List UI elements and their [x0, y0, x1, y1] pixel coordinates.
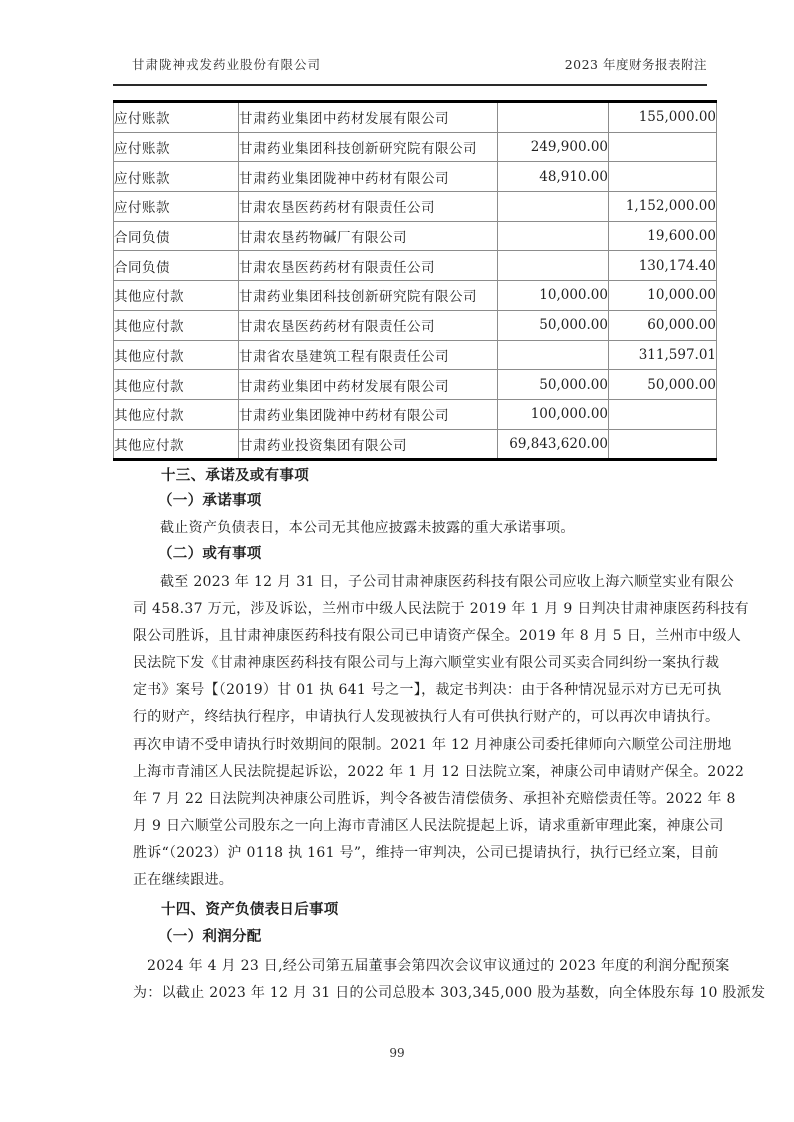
cell-amount2: 50,000.00 — [609, 370, 717, 400]
cell-company: 甘肃药业集团科技创新研究院有限公司 — [239, 281, 498, 311]
cell-amount1 — [498, 221, 609, 251]
paragraph-line: 截至 2023 年 12 月 31 日，子公司甘肃神康医药科技有限公司应收上海六顺堂实业有限公 — [160, 574, 735, 590]
cell-amount1: 100,000.00 — [498, 399, 609, 429]
paragraph-line: 胜诉“（2023）沪 0118 执 161 号”，维持一审判决，公司已提请执行，执行已经立案，目前 — [133, 844, 719, 861]
related-party-balances-table — [113, 100, 717, 461]
profit-distribution-line-2: 为：以截止 2023 年 12 月 31 日的公司总股本 303,345,000 股为基数，向全体股东每 10 股派发 — [133, 985, 766, 1001]
cell-category: 其他应付款 — [114, 310, 239, 340]
cell-amount1 — [498, 340, 609, 370]
table-row — [114, 221, 717, 251]
cell-amount2 — [609, 162, 717, 192]
contingency-paragraph — [113, 569, 749, 894]
cell-amount1: 50,000.00 — [498, 370, 609, 400]
paragraph-line: 定书》案号【（2019）甘 01 执 641 号之一】，裁定书判决：由于各种情况显示对方已无可执 — [133, 682, 722, 699]
cell-category: 应付账款 — [114, 102, 239, 133]
header-company-name: 甘肃陇神戎发药业股份有限公司 — [132, 57, 322, 72]
cell-amount2: 10,000.00 — [609, 281, 717, 311]
profit-distribution-line-1: 2024 年 4 月 23 日,经公司第五届董事会第四次会议审议通过的 2023 年度的利润分配预案 — [147, 958, 730, 974]
cell-category: 应付账款 — [114, 132, 239, 162]
commitments-text: 截止资产负债表日，本公司无其他应披露未披露的重大承诺事项。 — [160, 520, 575, 536]
paragraph-line: 年 7 月 22 日法院判决神康公司胜诉，判令各被告清偿债务、承担补充赔偿责任等。2022 年 8 — [133, 790, 736, 807]
cell-amount2 — [609, 429, 717, 460]
section-13-sub1-heading: （一）承诺事项 — [158, 492, 262, 509]
cell-amount1: 69,843,620.00 — [498, 429, 609, 460]
paragraph-line: 司 458.37 万元，涉及诉讼，兰州市中级人民法院于 2019 年 1 月 9 日判决甘肃神康医药科技有 — [133, 601, 749, 618]
section-13-heading: 十三、承诺及或有事项 — [161, 467, 309, 484]
cell-amount2: 130,174.40 — [609, 251, 717, 281]
cell-company: 甘肃省农垦建筑工程有限责任公司 — [239, 340, 498, 370]
cell-category: 合同负债 — [114, 221, 239, 251]
cell-category: 应付账款 — [114, 192, 239, 222]
cell-company: 甘肃农垦医药药材有限责任公司 — [239, 310, 498, 340]
table-row — [114, 370, 717, 400]
cell-company: 甘肃农垦药物碱厂有限公司 — [239, 221, 498, 251]
cell-company: 甘肃药业集团中药材发展有限公司 — [239, 370, 498, 400]
cell-amount1: 50,000.00 — [498, 310, 609, 340]
cell-category: 合同负债 — [114, 251, 239, 281]
cell-category: 其他应付款 — [114, 281, 239, 311]
cell-company: 甘肃药业集团中药材发展有限公司 — [239, 102, 498, 133]
table-row — [114, 162, 717, 192]
cell-amount1 — [498, 102, 609, 133]
paragraph-line: 再次申请不受申请执行时效期间的限制。2021 年 12 月神康公司委托律师向六顺堂公司注册地 — [133, 736, 732, 753]
table-row — [114, 281, 717, 311]
table-row — [114, 429, 717, 460]
cell-company: 甘肃农垦医药药材有限责任公司 — [239, 192, 498, 222]
cell-amount2: 311,597.01 — [609, 340, 717, 370]
cell-amount2: 155,000.00 — [609, 102, 717, 133]
cell-category: 其他应付款 — [114, 340, 239, 370]
cell-company: 甘肃药业投资集团有限公司 — [239, 429, 498, 460]
cell-category: 应付账款 — [114, 162, 239, 192]
table-row — [114, 251, 717, 281]
page-number: 99 — [389, 1046, 405, 1060]
section-14-heading: 十四、资产负债表日后事项 — [161, 901, 339, 918]
cell-company: 甘肃药业集团科技创新研究院有限公司 — [239, 132, 498, 162]
paragraph-line: 正在继续跟进。 — [133, 872, 234, 889]
table-row — [114, 192, 717, 222]
header-doc-title: 2023 年度财务报表附注 — [564, 57, 707, 72]
table-row — [114, 399, 717, 429]
table-row — [114, 102, 717, 133]
cell-company: 甘肃药业集团陇神中药材有限公司 — [239, 162, 498, 192]
cell-amount1 — [498, 192, 609, 222]
paragraph-line: 月 9 日六顺堂公司股东之一向上海市青浦区人民法院提起上诉，请求重新审理此案，神康公司 — [133, 817, 724, 834]
paragraph-line: 行的财产，终结执行程序，申请执行人发现被执行人有可供执行财产的，可以再次申请执行。 — [133, 709, 720, 726]
paragraph-line: 民法院下发《甘肃神康医药科技有限公司与上海六顺堂实业有限公司买卖合同纠纷一案执行裁 — [133, 655, 720, 672]
cell-amount2 — [609, 132, 717, 162]
cell-company: 甘肃药业集团陇神中药材有限公司 — [239, 399, 498, 429]
section-13-sub2-heading: （二）或有事项 — [158, 545, 262, 562]
cell-amount1: 249,900.00 — [498, 132, 609, 162]
paragraph-line: 上海市青浦区人民法院提起诉讼，2022 年 1 月 12 日法院立案，神康公司申请财产保全。2022 — [133, 763, 745, 780]
table-row — [114, 340, 717, 370]
cell-category: 其他应付款 — [114, 370, 239, 400]
cell-amount1: 10,000.00 — [498, 281, 609, 311]
table-row — [114, 310, 717, 340]
cell-amount2 — [609, 399, 717, 429]
cell-company: 甘肃农垦医药药材有限责任公司 — [239, 251, 498, 281]
cell-amount2: 1,152,000.00 — [609, 192, 717, 222]
section-14-sub1-heading: （一）利润分配 — [158, 928, 262, 945]
table-row — [114, 132, 717, 162]
cell-amount1: 48,910.00 — [498, 162, 609, 192]
paragraph-line: 限公司胜诉，且甘肃神康医药科技有限公司已申请资产保全。2019 年 8 月 5 日，兰州市中级人 — [133, 628, 742, 645]
cell-amount2: 60,000.00 — [609, 310, 717, 340]
cell-amount1 — [498, 251, 609, 281]
cell-category: 其他应付款 — [114, 399, 239, 429]
page-header — [113, 56, 707, 86]
cell-category: 其他应付款 — [114, 429, 239, 460]
cell-amount2: 19,600.00 — [609, 221, 717, 251]
